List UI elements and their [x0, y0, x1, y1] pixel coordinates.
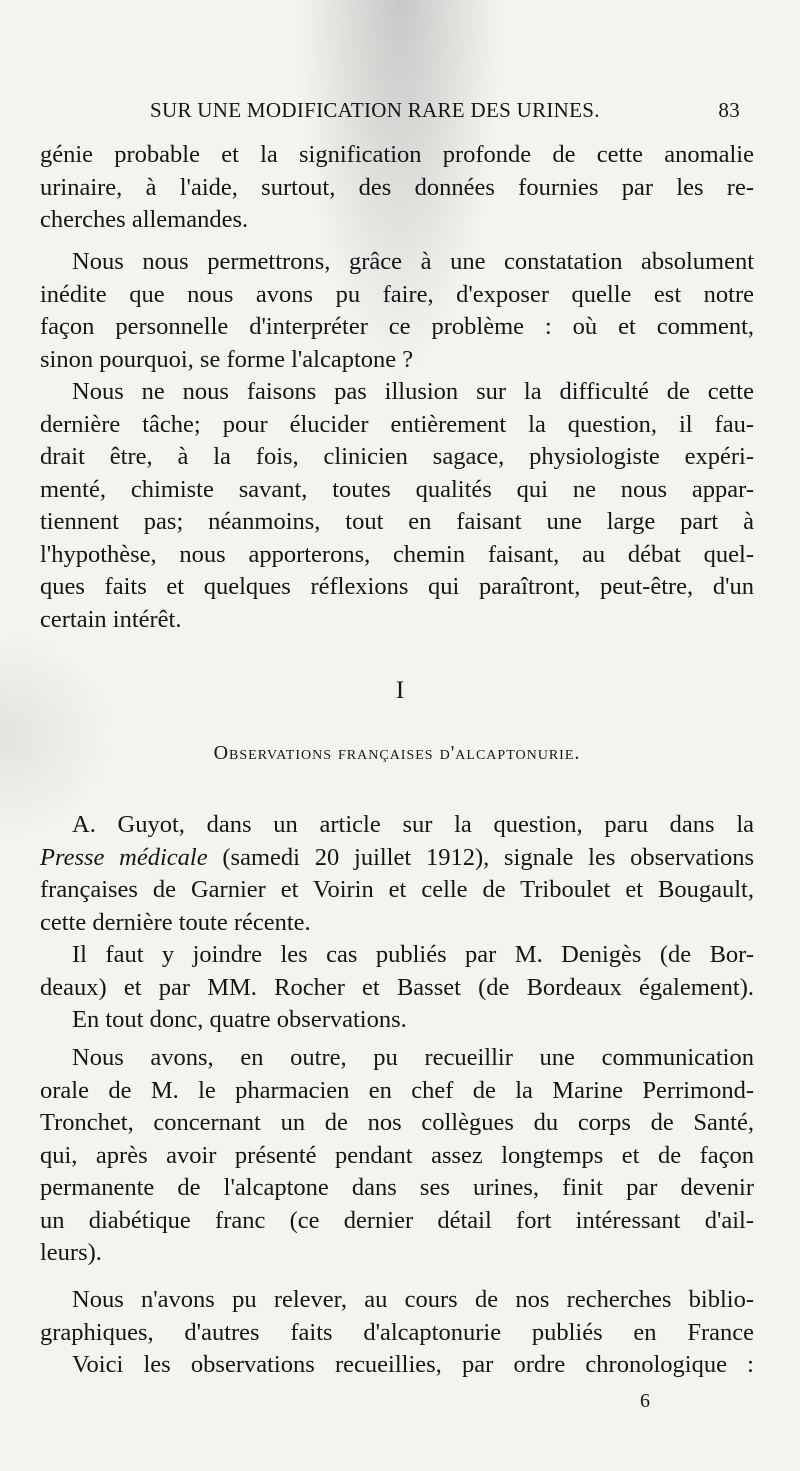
text-line: façon personnelle d'interpréter ce problème : où et comment,	[40, 313, 754, 340]
text-line: menté, chimiste savant, toutes qualités qui ne nous appar-	[40, 475, 754, 503]
section-title: Observations françaises d'alcaptonurie.	[213, 742, 581, 764]
text-line: urinaire, à l'aide, surtout, des données fournies par les re-	[40, 173, 754, 201]
text-line: génie probable et la signification profonde de cette anomalie	[40, 141, 754, 168]
page-number: 83	[718, 98, 740, 122]
text-line: Nous nous permettrons, grâce à une constatation absolument	[72, 248, 754, 275]
text-line: cherches allemandes.	[40, 206, 249, 233]
section-number: I	[395, 677, 405, 704]
paragraph-illusion	[40, 376, 754, 636]
text-line: Voici les observations recueillies, par ordre chronologique :	[72, 1351, 754, 1378]
text-line: l'hypothèse, nous apporterons, chemin faisant, au débat quel-	[40, 540, 754, 568]
paragraph-permettrons	[40, 246, 754, 376]
paragraph-bibliographiques	[40, 1284, 754, 1382]
text-line: leurs).	[40, 1239, 102, 1266]
journal-title: Presse médicale	[40, 843, 208, 871]
signature-mark: 6	[640, 1390, 650, 1412]
text-line: En tout donc, quatre observations.	[72, 1006, 407, 1033]
text-line: certain intérêt.	[40, 605, 182, 633]
text-line: qui, après avoir présenté pendant assez longtemps et de façon	[40, 1141, 754, 1169]
text-line: cette dernière toute récente.	[40, 908, 311, 936]
text-line: permanente de l'alcaptone dans ses urines, finit par devenir	[40, 1174, 754, 1201]
text-line: ques faits et quelques réflexions qui paraîtront, peut-être, d'un	[40, 573, 754, 600]
text-line: tiennent pas; néanmoins, tout en faisant une large part à	[40, 508, 754, 535]
text-line: Tronchet, concernant un de nos collègues du corps de Santé,	[40, 1109, 754, 1136]
paragraph-communication	[40, 1042, 754, 1270]
text-line: Nous ne nous faisons pas illusion sur la difficulté de cette	[72, 378, 754, 405]
text-line: françaises de Garnier et Voirin et celle de Triboulet et Bougault,	[40, 876, 754, 903]
text-line: graphiques, d'autres faits d'alcaptonurie publiés en France	[40, 1318, 754, 1346]
text-line: Il faut y joindre les cas publiés par M. Denigès (de Bor-	[72, 941, 754, 968]
text-line: drait être, à la fois, clinicien sagace, physiologiste expéri-	[40, 443, 754, 470]
text-line: dernière tâche; pour élucider entièrement la question, il fau-	[40, 410, 754, 438]
running-head-title: SUR UNE MODIFICATION RARE DES URINES.	[150, 98, 600, 122]
text-line: A. Guyot, dans un article sur la question, paru dans la	[72, 811, 754, 838]
text-line: sinon pourquoi, se forme l'alcaptone ?	[40, 345, 414, 373]
text-line: deaux) et par MM. Rocher et Basset (de Bordeaux également).	[40, 973, 754, 1001]
text-line: Nous n'avons pu relever, au cours de nos recherches biblio-	[72, 1286, 754, 1313]
paragraph-deniges	[40, 939, 754, 1037]
text-line: orale de M. le pharmacien en chef de la Marine Perrimond-	[40, 1076, 754, 1104]
text-line: inédite que nous avons pu faire, d'exposer quelle est notre	[40, 280, 754, 308]
paragraph-continuation	[40, 139, 754, 237]
text-line-with-italic	[40, 842, 754, 875]
text-fragment: (samedi 20 juillet 1912), signale les observations	[207, 843, 755, 871]
text-line: un diabétique franc (ce dernier détail fort intéressant d'ail-	[40, 1206, 754, 1234]
paragraph-guyot	[40, 809, 754, 939]
text-line: Nous avons, en outre, pu recueillir une communication	[72, 1044, 754, 1071]
